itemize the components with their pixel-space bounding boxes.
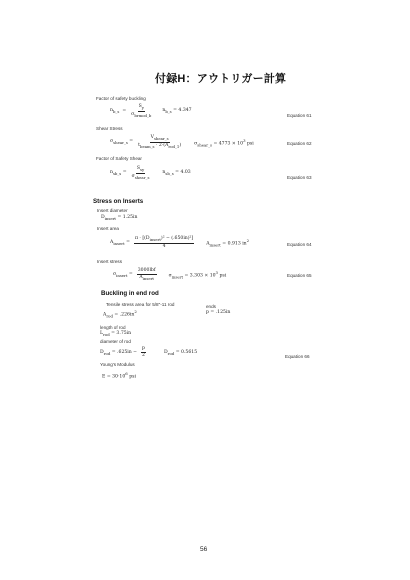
equation-factor-safety-buckling [110, 104, 192, 119]
equation-insert-diameter: $D_{insert} = 1.25in$ [101, 215, 138, 221]
page-number: 56 [200, 546, 208, 553]
eq-fraction: $\frac{S_{sy}}{\sigma_{shear\_s}}$ [131, 166, 150, 180]
label-shear-stress: Shear Stress [96, 126, 123, 131]
eq-result: $n_{sb\_s} = 4.03$ [162, 170, 191, 177]
equation-number-65: Equation 65 [287, 273, 312, 278]
equation-factor-safety-shear [110, 166, 191, 181]
eq-lhs: $n_{sb\_s}$ = [110, 170, 127, 177]
label-factor-safety-buckling: Factor of safety buckling [96, 96, 146, 101]
eq-lhs: $A_{insert}$ = [110, 240, 130, 246]
eq-lhs: $\sigma_{insert}$ = [113, 272, 133, 278]
equation-rod-length: $L_{rod} = 3.75in$ [100, 331, 132, 337]
equation-number-61: Equation 61 [287, 113, 312, 118]
label-factor-safety-shear: Factor of Safety Shear [96, 156, 142, 161]
equation-insert-stress [113, 268, 226, 282]
equation-number-66: Equation 66 [285, 354, 310, 359]
eq-result: $\sigma_{insert} = 3.303 \times 10^3$ psi [168, 270, 227, 280]
equation-youngs-modulus: $E = 30\cdot 10^6$ psi [102, 371, 136, 380]
label-insert-area: Insert area [97, 226, 119, 231]
label-diameter-of-rod: diameter of rod [100, 339, 131, 344]
equation-number-64: Equation 64 [287, 242, 312, 247]
label-tensile-stress-area: Tensile stress area for 5/8"-11 rod [106, 302, 175, 307]
equation-rod-diameter: $D_{rod} = .625in$ − $\frac{p}{2}$ $D_{rod} = 0.5615$ [100, 346, 198, 358]
eq-fraction: $\frac{\pi \cdot [(D_{insert})^2 - (.650in)^2]}{4}$ [134, 236, 194, 249]
equation-number-62: Equation 62 [287, 141, 312, 146]
equation-number-63: Equation 63 [287, 175, 312, 180]
equation-ends: p = .125in [206, 310, 231, 315]
equation-insert-area [110, 236, 249, 250]
eq-equals: = [122, 108, 127, 114]
eq-lhs: $\sigma_{shear\_s}$ = [110, 139, 134, 146]
label-length-of-rod: length of rod [100, 325, 126, 330]
eq-fraction: $\frac{p}{2}$ [142, 346, 145, 358]
label-insert-stress: Insert stress [97, 259, 123, 264]
eq-result: $D_{rod} = 0.5615$ [163, 349, 198, 356]
eq-result: $n_{b\_s} = 4.347$ [162, 108, 192, 115]
label-ends: ends [206, 304, 216, 309]
page-title: 付録H：アウトリガー計算 [155, 73, 287, 85]
label-youngs-modulus: Young's Modulus [100, 362, 135, 367]
eq-fraction: $\frac{\text{3000lbf}}{A_{insert}}$ [137, 268, 156, 281]
eq-fraction: $\frac{V_{shear\_s}}{t_{beam\_s} \cdot 2\cdot(A_{rod\_1})}$ [138, 135, 182, 149]
equation-rod-area: $A_{rod} = .226in^2$ [103, 309, 137, 319]
eq-fraction: $\frac{S_y}{\sigma_{brmod\_b}}$ [131, 104, 152, 118]
equation-shear-stress [110, 135, 254, 150]
label-insert-diameter: Insert diameter [97, 208, 128, 213]
section-heading-buckling: Buckling in end rod [101, 290, 159, 297]
eq-result: $A_{insert} = 0.913$ $in^2$ [206, 238, 250, 248]
eq-result: $\sigma_{shear\_s} = 4773 \times 10^3$ psi [194, 137, 254, 148]
section-heading-stress-on-inserts: Stress on Inserts [93, 198, 144, 205]
eq-lhs: $n_{b\_s}$ [110, 108, 120, 115]
